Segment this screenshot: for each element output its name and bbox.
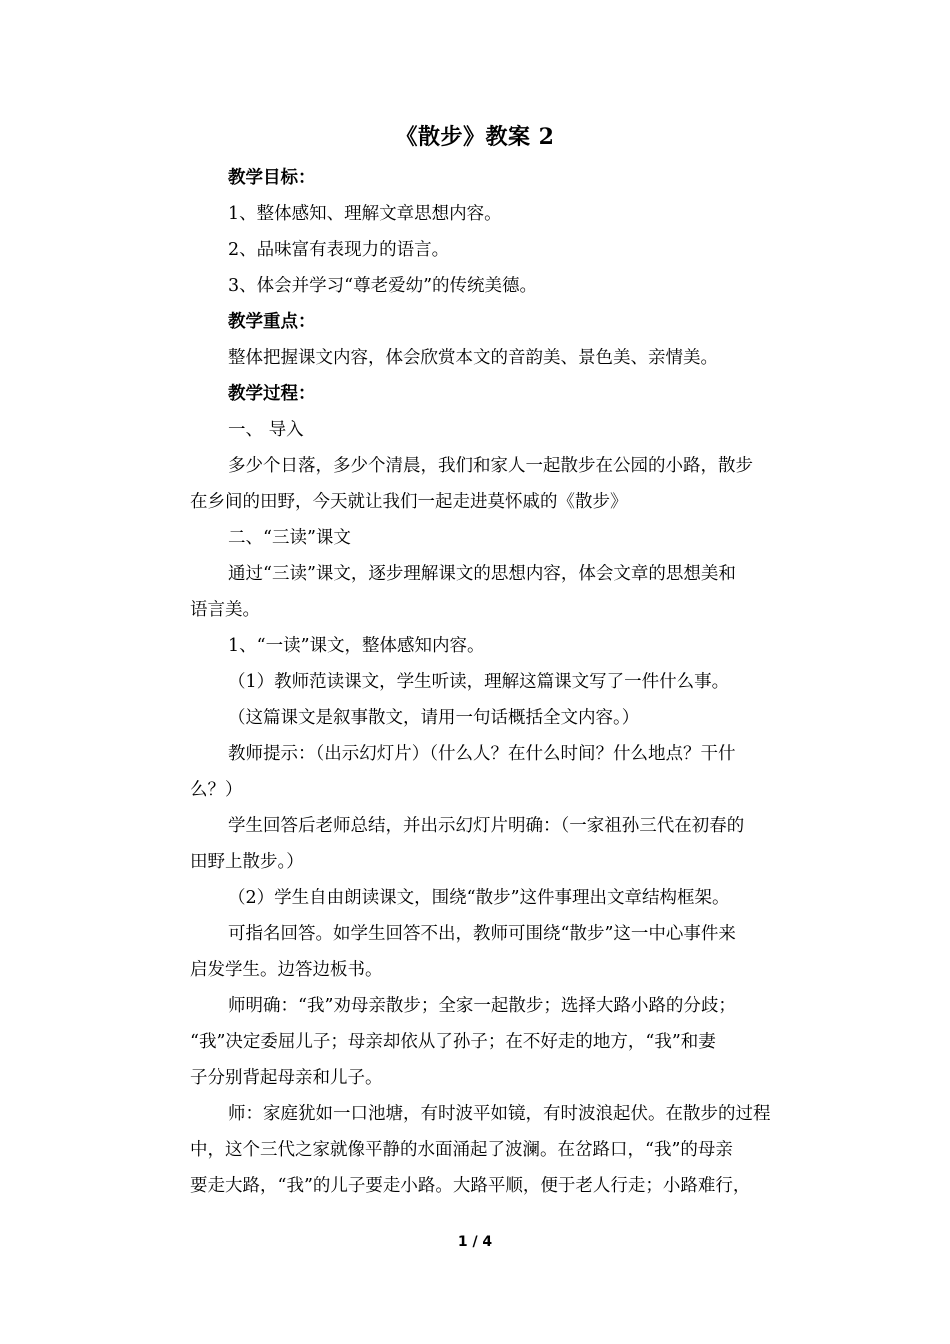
- paragraph-line: 2、品味富有表现力的语言。: [228, 240, 450, 260]
- paragraph-line: 整体把握课文内容，体会欣赏本文的音韵美、景色美、亲情美。: [228, 348, 718, 368]
- paragraph-line: “我”决定委屈儿子；母亲却依从了孙子；在不好走的地方，“我”和妻: [190, 1032, 716, 1052]
- paragraph-line: 启发学生。边答边板书。: [190, 960, 383, 980]
- paragraph-line: 中，这个三代之家就像平静的水面涌起了波澜。在岔路口，“我”的母亲: [190, 1140, 733, 1160]
- section-heading-objectives: 教学目标：: [228, 168, 316, 188]
- paragraph-line: 语言美。: [190, 600, 260, 620]
- paragraph-line: （这篇课文是叙事散文，请用一句话概括全文内容。）: [228, 708, 640, 728]
- paragraph-line: 学生回答后老师总结，并出示幻灯片明确：（一家祖孙三代在初春的: [228, 816, 745, 836]
- paragraph-line: 通过“三读”课文，逐步理解课文的思想内容，体会文章的思想美和: [228, 564, 736, 584]
- paragraph-line: （2）学生自由朗读课文，围绕“散步”这件事理出文章结构框架。: [228, 888, 730, 908]
- paragraph-line: 师明确：“我”劝母亲散步；全家一起散步；选择大路小路的分歧；: [228, 996, 736, 1016]
- section-heading-key-points: 教学重点：: [228, 312, 316, 332]
- paragraph-line: 要走大路，“我”的儿子要走小路。大路平顺，便于老人行走；小路难行，: [190, 1176, 751, 1196]
- paragraph-line: 师：家庭犹如一口池塘，有时波平如镜，有时波浪起伏。在散步的过程: [228, 1104, 771, 1124]
- section-heading-process: 教学过程：: [228, 384, 316, 404]
- paragraph-line: 么？）: [190, 780, 243, 800]
- paragraph-line: 1、整体感知、理解文章思想内容。: [228, 204, 502, 224]
- document-body: [190, 160, 802, 1204]
- paragraph-line: 多少个日落，多少个清晨，我们和家人一起散步在公园的小路，散步: [228, 456, 753, 476]
- paragraph-line: 在乡间的田野，今天就让我们一起走进莫怀戚的《散步》: [190, 492, 628, 512]
- paragraph-line: 二、“三读”课文: [228, 528, 351, 548]
- paragraph-line: 教师提示：（出示幻灯片）（什么人？在什么时间？什么地点？干什: [228, 744, 736, 764]
- paragraph-line: （1）教师范读课文，学生听读，理解这篇课文写了一件什么事。: [228, 672, 730, 692]
- document-title: 《散步》教案 2: [395, 124, 555, 150]
- paragraph-line: 可指名回答。如学生回答不出，教师可围绕“散步”这一中心事件来: [228, 924, 736, 944]
- paragraph-line: 田野上散步。）: [190, 852, 304, 872]
- paragraph-line: 子分别背起母亲和儿子。: [190, 1068, 383, 1088]
- paragraph-line: 一、 导入: [228, 420, 304, 440]
- paragraph-line: 1、“一读”课文，整体感知内容。: [228, 636, 485, 656]
- page-number: 1 / 4: [457, 1234, 493, 1250]
- paragraph-line: 3、体会并学习“尊老爱幼”的传统美德。: [228, 276, 538, 296]
